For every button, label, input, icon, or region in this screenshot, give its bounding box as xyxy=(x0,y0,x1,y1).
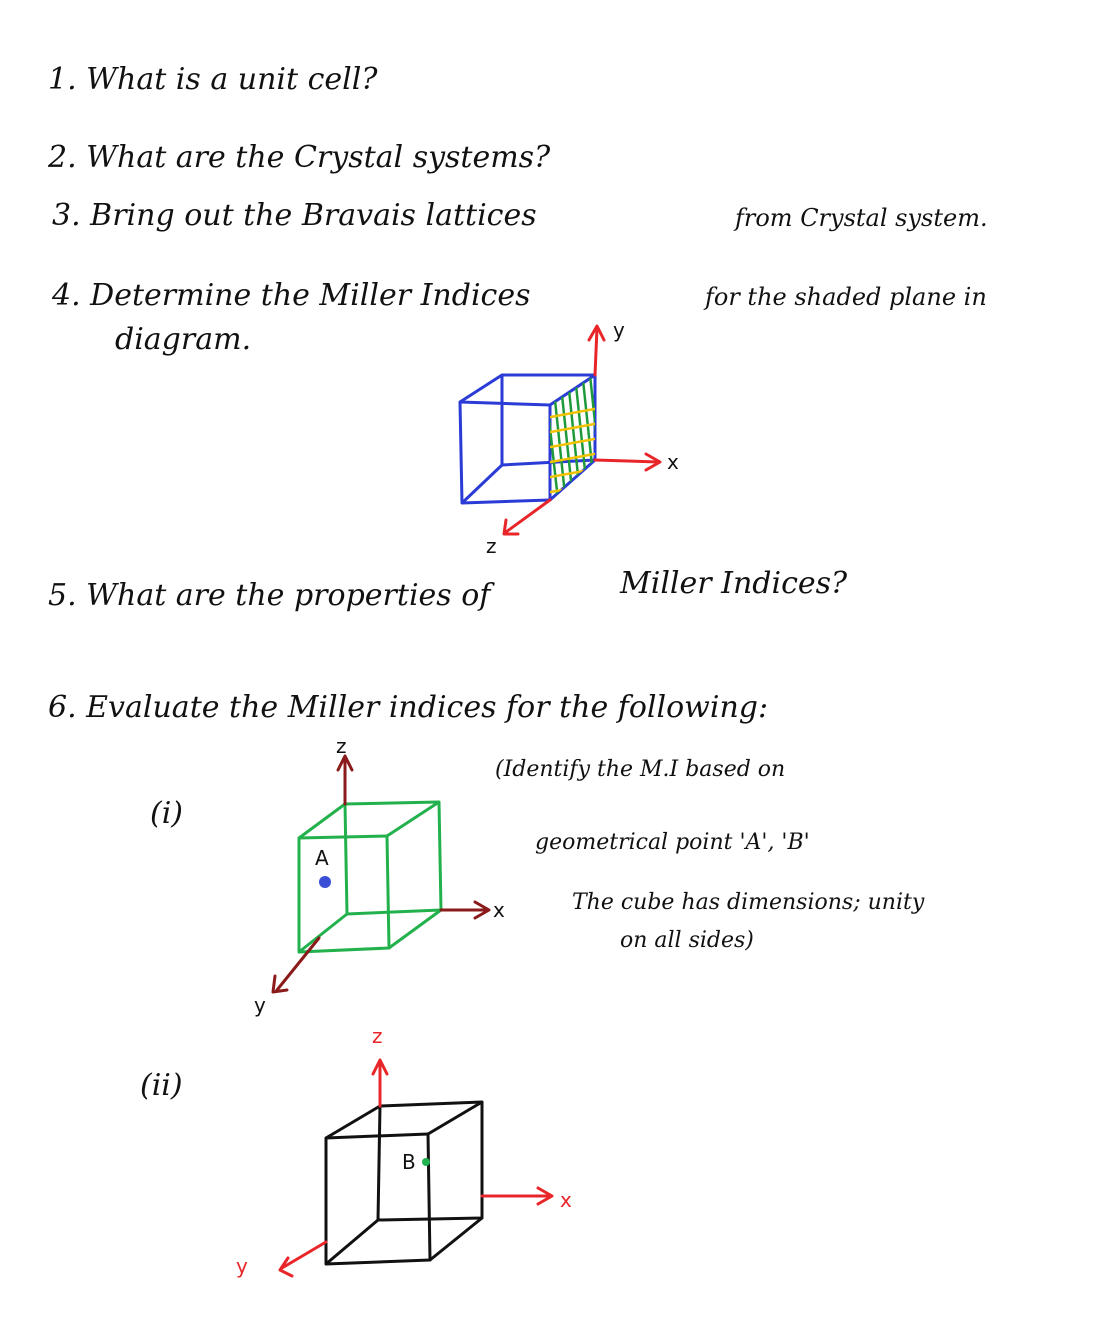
point-b-dot xyxy=(422,1158,430,1166)
point-a-label: A xyxy=(315,846,329,870)
q4-axis-z-label: z xyxy=(486,534,497,558)
question-2: 2. What are the Crystal systems? xyxy=(48,140,551,175)
part-ii-cube-diagram xyxy=(230,1020,610,1320)
note-line-4: on all sides) xyxy=(620,928,754,953)
part-ii-axis-y-label: y xyxy=(236,1254,248,1278)
q4-axis-y-label: y xyxy=(613,318,625,342)
question-4-part-a: 4. Determine the Miller Indices xyxy=(52,278,531,313)
part-ii-axis-z-label: z xyxy=(372,1024,383,1048)
point-a-dot xyxy=(319,876,331,888)
question-3-part-a: 3. Bring out the Bravais lattices xyxy=(52,198,537,233)
part-ii-axes xyxy=(280,1060,552,1276)
question-3-part-b: from Crystal system. xyxy=(735,204,988,232)
part-ii-cube-edges xyxy=(326,1102,482,1264)
q4-axis-x-label: x xyxy=(667,450,679,474)
part-ii-axis-x-label: x xyxy=(560,1188,572,1212)
question-4-part-b: for the shaded plane in xyxy=(705,283,987,311)
part-i-cube-edges xyxy=(299,802,441,952)
q4-cube-diagram xyxy=(440,300,700,560)
question-5-part-a: 5. What are the properties of xyxy=(48,578,491,613)
part-ii-label: (ii) xyxy=(140,1068,183,1103)
part-i-axis-y-label: y xyxy=(254,993,266,1017)
part-i-axis-x-label: x xyxy=(493,898,505,922)
part-i-axes xyxy=(273,756,489,992)
note-line-2: geometrical point 'A', 'B' xyxy=(535,830,810,855)
part-i-cube-diagram xyxy=(255,740,525,1020)
point-b-label: B xyxy=(402,1150,416,1174)
q4-axes xyxy=(504,326,660,534)
part-i-label: (i) xyxy=(150,796,184,831)
question-4-part-c: diagram. xyxy=(115,322,252,357)
question-6: 6. Evaluate the Miller indices for the following: xyxy=(48,690,769,725)
note-line-3: The cube has dimensions; unity xyxy=(572,890,925,915)
part-i-axis-z-label: z xyxy=(336,734,347,758)
question-1: 1. What is a unit cell? xyxy=(48,62,378,97)
question-5-part-b: Miller Indices? xyxy=(620,566,848,601)
note-line-1: (Identify the M.I based on xyxy=(495,757,786,782)
